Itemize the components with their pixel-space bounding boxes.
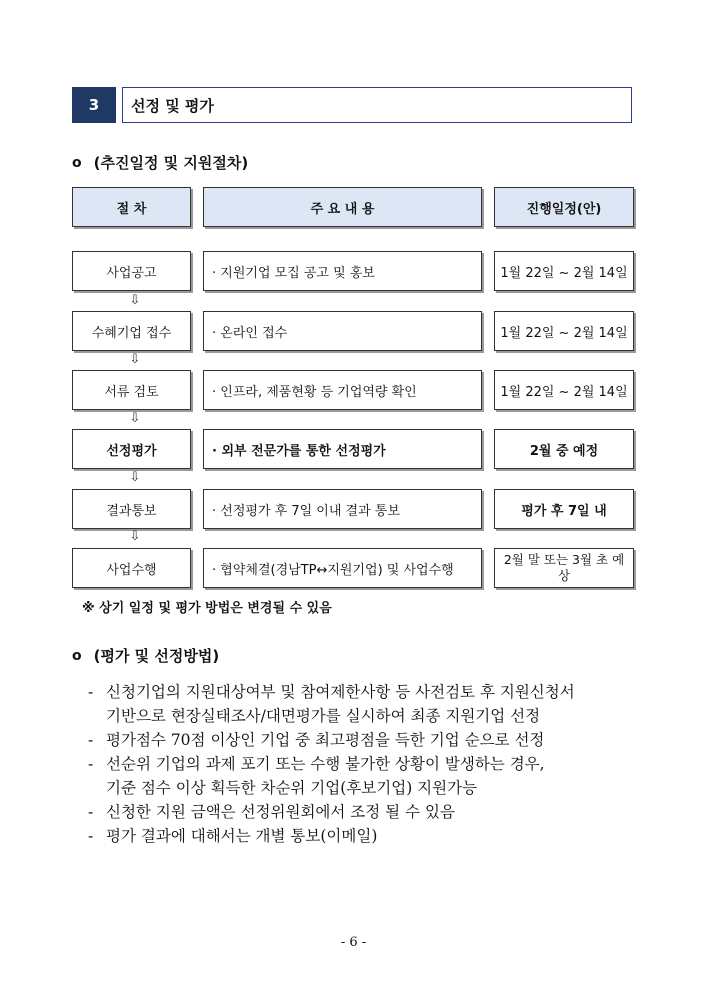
- step-box: 서류 검토: [72, 370, 191, 410]
- bullet-icon: o: [72, 647, 82, 664]
- header-step: 절 차: [72, 187, 191, 227]
- list-item-text: 신청한 지원 금액은 선정위원회에서 조정 될 수 있음: [106, 803, 455, 821]
- list-item-text: 평가 결과에 대해서는 개별 통보(이메일): [106, 827, 378, 845]
- page-number: - 6 -: [340, 935, 367, 950]
- header-schedule: 진행일정(안): [494, 187, 634, 227]
- schedule-box: 1월 22일 ~ 2월 14일: [494, 370, 634, 410]
- evaluation-heading-text: (평가 및 선정방법): [93, 647, 220, 665]
- step-box: 결과통보: [72, 489, 191, 529]
- schedule-note: ※ 상기 일정 및 평가 방법은 변경될 수 있음: [82, 601, 332, 616]
- schedule-box: 2월 말 또는 3월 초 예상: [494, 548, 634, 588]
- list-item-continuation: 기준 점수 이상 획득한 차순위 기업(후보기업) 지원가능: [106, 779, 478, 797]
- section-number: 3: [72, 87, 116, 123]
- bullet-icon: o: [72, 154, 82, 171]
- procedure-heading-text: (추진일정 및 지원절차): [93, 154, 249, 172]
- list-item: [88, 752, 658, 800]
- content-box: · 인프라, 제품현황 등 기업역량 확인: [203, 370, 482, 410]
- schedule-box: 2월 중 예정: [494, 429, 634, 469]
- down-arrow-icon: ⇩: [129, 411, 141, 426]
- step-box: 사업수행: [72, 548, 191, 588]
- procedure-heading: [72, 152, 248, 173]
- schedule-box: 1월 22일 ~ 2월 14일: [494, 311, 634, 351]
- step-box: 사업공고: [72, 251, 191, 291]
- list-item: [88, 824, 658, 848]
- list-item: [88, 728, 658, 752]
- content-box: · 협약체결(경남TP↔지원기업) 및 사업수행: [203, 548, 482, 588]
- list-item-text: 평가점수 70점 이상인 기업 중 최고평점을 득한 기업 순으로 선정: [106, 731, 545, 749]
- down-arrow-icon: ⇩: [129, 529, 141, 544]
- dash-marker: -: [88, 683, 94, 701]
- header-content: 주 요 내 용: [203, 187, 482, 227]
- down-arrow-icon: ⇩: [129, 352, 141, 367]
- dash-marker: -: [88, 803, 94, 821]
- schedule-box: 1월 22일 ~ 2월 14일: [494, 251, 634, 291]
- down-arrow-icon: ⇩: [129, 293, 141, 308]
- list-item-text: 선순위 기업의 과제 포기 또는 수행 불가한 상황이 발생하는 경우,: [106, 755, 545, 773]
- content-box: · 온라인 접수: [203, 311, 482, 351]
- list-item: [88, 680, 658, 728]
- evaluation-list: [88, 680, 658, 848]
- content-box: · 외부 전문가를 통한 선정평가: [203, 429, 482, 469]
- step-box: 수혜기업 접수: [72, 311, 191, 351]
- dash-marker: -: [88, 755, 94, 773]
- schedule-box: 평가 후 7일 내: [494, 489, 634, 529]
- section-title: 선정 및 평가: [122, 87, 632, 123]
- step-box: 선정평가: [72, 429, 191, 469]
- list-item: [88, 800, 658, 824]
- down-arrow-icon: ⇩: [129, 470, 141, 485]
- content-box: · 선정평가 후 7일 이내 결과 통보: [203, 489, 482, 529]
- list-item-text: 신청기업의 지원대상여부 및 참여제한사항 등 사전검토 후 지원신청서: [106, 683, 575, 701]
- list-item-continuation: 기반으로 현장실태조사/대면평가를 실시하여 최종 지원기업 선정: [106, 707, 541, 725]
- content-box: · 지원기업 모집 공고 및 홍보: [203, 251, 482, 291]
- dash-marker: -: [88, 827, 94, 845]
- dash-marker: -: [88, 731, 94, 749]
- evaluation-heading: [72, 645, 219, 666]
- section-header: [72, 87, 634, 123]
